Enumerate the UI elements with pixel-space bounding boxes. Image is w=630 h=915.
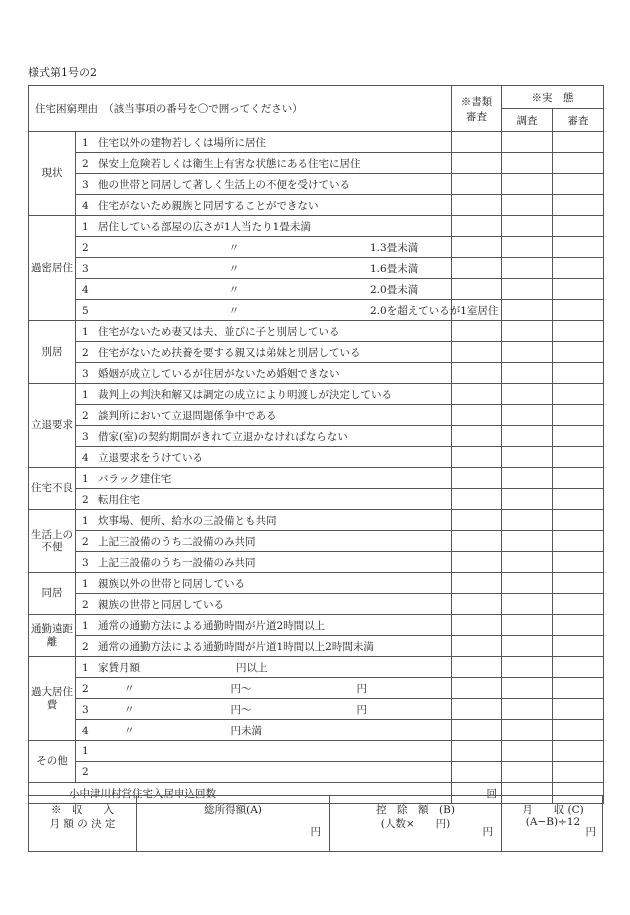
table-row — [29, 342, 604, 363]
item-number: 3 — [82, 430, 89, 443]
doc-review-cell[interactable] — [452, 447, 502, 468]
review-cell[interactable] — [553, 174, 604, 195]
table-row — [29, 132, 604, 153]
survey-cell[interactable] — [502, 216, 553, 237]
deduction-cell[interactable] — [330, 796, 502, 851]
table-row — [29, 552, 604, 573]
review-cell[interactable] — [553, 657, 604, 678]
table-row — [29, 594, 604, 615]
item-text: 通常の通勤方法による通勤時間が片道1時間以上2時間未満 — [98, 640, 374, 653]
table-row — [29, 258, 604, 279]
ditto-mark: 〃 — [228, 283, 240, 296]
item-number: 1 — [82, 619, 89, 632]
survey-cell[interactable] — [502, 699, 553, 720]
table-row — [29, 321, 604, 342]
unit-label: 円〜 — [230, 703, 252, 716]
reason-item[interactable] — [76, 132, 452, 153]
item-number: 1 — [82, 661, 89, 674]
income-determination-box — [28, 795, 603, 852]
item-text: 婚姻が成立しているが住居がないため婚姻できない — [98, 367, 340, 380]
reason-item[interactable] — [76, 174, 452, 195]
survey-cell[interactable] — [502, 300, 553, 321]
survey-cell[interactable] — [502, 132, 553, 153]
doc-review-cell[interactable] — [452, 174, 502, 195]
table-row — [29, 384, 604, 405]
category-label: その他 — [29, 741, 76, 783]
survey-cell[interactable] — [502, 636, 553, 657]
reason-item[interactable] — [76, 153, 452, 174]
survey-cell[interactable] — [502, 510, 553, 531]
item-number: 2 — [82, 682, 89, 695]
table-row — [29, 174, 604, 195]
table-row — [29, 657, 604, 678]
survey-cell[interactable] — [502, 174, 553, 195]
table-row — [29, 426, 604, 447]
table-row — [29, 237, 604, 258]
item-text: 住宅以外の建物若しくは場所に居住 — [98, 136, 266, 149]
survey-cell[interactable] — [502, 552, 553, 573]
unit-label: 円〜 — [230, 682, 252, 695]
review-cell[interactable] — [553, 132, 604, 153]
item-text: 1.6畳未満 — [370, 262, 419, 275]
review-cell[interactable] — [553, 510, 604, 531]
item-number: 2 — [82, 766, 89, 778]
review-cell[interactable] — [553, 552, 604, 573]
doc-review-cell[interactable] — [452, 468, 502, 489]
doc-review-cell[interactable] — [452, 363, 502, 384]
doc-review-cell[interactable] — [452, 594, 502, 615]
survey-cell[interactable] — [502, 468, 553, 489]
housing-hardship-table — [28, 85, 604, 804]
survey-cell[interactable] — [502, 531, 553, 552]
ditto-mark: 〃 — [228, 262, 240, 275]
unit-label: 円以上 — [236, 661, 268, 674]
reason-item[interactable] — [76, 363, 452, 384]
reason-item[interactable] — [76, 657, 452, 678]
review-cell[interactable] — [553, 195, 604, 216]
table-row — [29, 615, 604, 636]
item-number: 2 — [82, 346, 89, 359]
ditto-mark: 〃 — [228, 304, 240, 317]
survey-cell[interactable] — [502, 573, 553, 594]
doc-review-cell[interactable] — [452, 132, 502, 153]
doc-review-cell[interactable] — [452, 279, 502, 300]
reason-item[interactable] — [76, 699, 452, 720]
item-number: 1 — [82, 745, 89, 757]
item-text: 談判所において立退問題係争中である — [98, 409, 277, 422]
reason-item[interactable] — [76, 636, 452, 657]
item-text: 立退要求をうけている — [98, 451, 203, 464]
category-label: 立退要求 — [29, 384, 76, 468]
reason-item[interactable] — [76, 384, 452, 405]
reason-item[interactable] — [76, 195, 452, 216]
survey-cell[interactable] — [502, 363, 553, 384]
doc-review-cell[interactable] — [452, 510, 502, 531]
item-text: 居住している部屋の広さが1人当たり1畳未満 — [98, 220, 311, 233]
doc-review-cell[interactable] — [452, 216, 502, 237]
reason-item[interactable] — [76, 342, 452, 363]
review-cell[interactable] — [553, 363, 604, 384]
item-text: バラック建住宅 — [98, 472, 172, 485]
reason-item[interactable] — [76, 426, 452, 447]
category-label: 生活上の不便 — [29, 510, 76, 573]
item-number: 4 — [82, 199, 89, 212]
doc-review-cell[interactable] — [452, 741, 502, 762]
survey-cell[interactable] — [502, 741, 553, 762]
item-number: 1 — [82, 472, 89, 485]
table-row — [29, 216, 604, 237]
reason-item[interactable] — [76, 720, 452, 741]
table-row — [29, 741, 604, 762]
item-text: 炊事場、便所、給水の三設備とも共同 — [98, 514, 277, 527]
reason-item[interactable] — [76, 552, 452, 573]
review-header: 審査 — [553, 109, 604, 132]
doc-review-cell[interactable] — [452, 699, 502, 720]
item-text: 保安上危険若しくは衛生上有害な状態にある住宅に居住 — [98, 157, 361, 170]
reason-item[interactable] — [76, 405, 452, 426]
reason-item[interactable] — [76, 531, 452, 552]
item-text: 転用住宅 — [98, 493, 140, 506]
income-title-cell — [29, 796, 137, 851]
item-number: 1 — [82, 325, 89, 338]
item-text: 住宅がないため親族と同居することができない — [98, 199, 319, 212]
survey-cell[interactable] — [502, 153, 553, 174]
item-number: 2 — [82, 157, 89, 170]
review-cell[interactable] — [553, 468, 604, 489]
item-number: 3 — [82, 178, 89, 191]
review-cell[interactable] — [553, 741, 604, 762]
survey-header: 調査 — [502, 109, 553, 132]
table-row — [29, 468, 604, 489]
item-number: 1 — [82, 136, 89, 149]
item-number: 3 — [82, 262, 89, 275]
review-cell[interactable] — [553, 237, 604, 258]
item-number: 1 — [82, 577, 89, 590]
doc-review-line2: 審査 — [466, 110, 487, 123]
reason-item[interactable] — [76, 762, 452, 783]
doc-review-cell[interactable] — [452, 321, 502, 342]
table-row — [29, 195, 604, 216]
item-text: 上記三設備のうち二設備のみ共同 — [98, 535, 256, 548]
ditto-mark: 〃 — [228, 241, 240, 254]
table-row — [29, 153, 604, 174]
table-row — [29, 489, 604, 510]
reason-item[interactable] — [76, 678, 452, 699]
survey-cell[interactable] — [502, 615, 553, 636]
doc-review-cell[interactable] — [452, 342, 502, 363]
review-cell[interactable] — [553, 405, 604, 426]
item-number: 3 — [82, 703, 89, 716]
income-title-line1: ※ 収 入 — [51, 804, 114, 816]
review-cell[interactable] — [553, 258, 604, 279]
review-cell[interactable] — [553, 426, 604, 447]
item-text: 他の世帯と同居して著しく生活上の不便を受けている — [98, 178, 350, 191]
review-cell[interactable] — [553, 531, 604, 552]
unit-label: 円未満 — [230, 724, 262, 737]
reason-item[interactable] — [76, 615, 452, 636]
doc-review-cell[interactable] — [452, 426, 502, 447]
monthly-income-label: 月 収 (C) — [522, 804, 584, 816]
item-text: 1.3畳未満 — [370, 241, 419, 254]
doc-review-cell[interactable] — [452, 657, 502, 678]
survey-cell[interactable] — [502, 195, 553, 216]
doc-review-line1: ※書類 — [460, 95, 493, 108]
application-count-value[interactable]: 回 — [452, 783, 502, 804]
item-text: 2.0畳未満 — [370, 283, 419, 296]
application-count-label: 小中津川村営住宅入居申込回数 — [29, 783, 452, 804]
survey-cell[interactable] — [502, 447, 553, 468]
item-number: 2 — [82, 409, 89, 422]
survey-cell[interactable] — [502, 489, 553, 510]
reason-item[interactable] — [76, 216, 452, 237]
review-cell[interactable] — [553, 720, 604, 741]
review-cell[interactable] — [553, 699, 604, 720]
item-number: 4 — [82, 451, 89, 464]
table-row — [29, 636, 604, 657]
reason-item[interactable] — [76, 489, 452, 510]
item-text: 住宅がないため妻又は夫、並びに子と別居している — [98, 325, 340, 338]
doc-review-cell[interactable] — [452, 258, 502, 279]
review-cell[interactable] — [553, 342, 604, 363]
ditto-mark: 〃 — [124, 682, 135, 695]
doc-review-cell[interactable] — [452, 384, 502, 405]
survey-cell[interactable] — [502, 426, 553, 447]
review-cell[interactable] — [553, 636, 604, 657]
total-income-unit: 円 — [310, 826, 321, 838]
table-row — [29, 363, 604, 384]
review-cell[interactable] — [553, 594, 604, 615]
doc-review-cell[interactable] — [452, 720, 502, 741]
table-row — [29, 510, 604, 531]
item-text: 借家(室)の契約期間がきれて立退かなければならない — [98, 430, 348, 443]
deduction-label: 控 除 額 (B) — [376, 804, 455, 816]
item-number: 4 — [82, 724, 89, 737]
reason-item[interactable] — [76, 321, 452, 342]
item-text: 通常の通勤方法による通勤時間が片道2時間以上 — [98, 619, 326, 632]
monthly-income-formula: (A−B)÷12 — [525, 816, 581, 828]
category-label: 現状 — [29, 132, 76, 216]
doc-review-header — [452, 86, 502, 132]
doc-review-cell[interactable] — [452, 195, 502, 216]
reason-item[interactable] — [76, 237, 452, 258]
doc-review-cell[interactable] — [452, 552, 502, 573]
form-number-label: 様式第1号の2 — [28, 66, 97, 79]
survey-cell[interactable] — [502, 720, 553, 741]
item-number: 5 — [82, 304, 89, 317]
table-row — [29, 447, 604, 468]
item-number: 3 — [82, 367, 89, 380]
item-text: 2.0を超えているが1室居住 — [370, 304, 499, 317]
unit-label: 円 — [356, 682, 367, 695]
income-title-line2: 月 額 の 決 定 — [49, 818, 116, 830]
doc-review-cell[interactable] — [452, 489, 502, 510]
category-label: 別居 — [29, 321, 76, 384]
doc-review-cell[interactable] — [452, 615, 502, 636]
reason-item[interactable] — [76, 468, 452, 489]
item-text: 裁判上の判決和解又は調定の成立により明渡しが決定している — [98, 388, 392, 401]
survey-cell[interactable] — [502, 279, 553, 300]
review-cell[interactable] — [553, 279, 604, 300]
table-row — [29, 678, 604, 699]
deduction-sub: (人数× 円) — [380, 818, 451, 830]
doc-review-cell[interactable] — [452, 573, 502, 594]
item-text: 親族以外の世帯と同居している — [98, 577, 245, 590]
unit-label: 円 — [356, 703, 367, 716]
reason-item[interactable] — [76, 300, 499, 321]
deduction-unit: 円 — [482, 826, 493, 838]
item-text: 家賃月額 — [98, 661, 140, 674]
monthly-income-unit: 円 — [585, 826, 596, 838]
reason-item[interactable] — [76, 510, 452, 531]
category-label: 通勤遠距離 — [29, 615, 76, 657]
item-number: 2 — [82, 535, 89, 548]
survey-cell[interactable] — [502, 594, 553, 615]
total-income-label: 総所得額(A) — [204, 804, 262, 816]
doc-review-cell[interactable] — [452, 762, 502, 783]
item-text: 住宅がないため扶養を要する親又は弟妹と別居している — [98, 346, 361, 359]
doc-review-cell[interactable] — [452, 531, 502, 552]
category-label: 過大居住費 — [29, 657, 76, 741]
category-label: 過密居住 — [29, 216, 76, 321]
review-cell[interactable] — [553, 447, 604, 468]
category-label: 住宅不良 — [29, 468, 76, 510]
survey-cell[interactable] — [502, 258, 553, 279]
doc-review-cell[interactable] — [452, 237, 502, 258]
doc-review-cell[interactable] — [452, 405, 502, 426]
category-label: 同居 — [29, 573, 76, 615]
reason-item[interactable] — [76, 447, 452, 468]
review-cell[interactable] — [553, 384, 604, 405]
review-cell[interactable] — [553, 678, 604, 699]
survey-cell[interactable] — [502, 405, 553, 426]
survey-cell[interactable] — [502, 657, 553, 678]
survey-cell[interactable] — [502, 321, 553, 342]
review-cell[interactable] — [553, 762, 604, 783]
monthly-income-cell[interactable] — [502, 796, 604, 851]
reason-item[interactable] — [76, 573, 452, 594]
table-row — [29, 300, 604, 321]
survey-cell[interactable] — [502, 762, 553, 783]
review-cell[interactable] — [553, 321, 604, 342]
review-cell[interactable] — [553, 153, 604, 174]
review-cell[interactable] — [553, 573, 604, 594]
table-row — [29, 573, 604, 594]
item-number: 1 — [82, 220, 89, 233]
doc-review-cell[interactable] — [452, 153, 502, 174]
item-text: 親族の世帯と同居している — [98, 598, 224, 611]
table-row — [29, 405, 604, 426]
item-number: 1 — [82, 514, 89, 527]
survey-cell[interactable] — [502, 342, 553, 363]
item-text: 上記三設備のうち一設備のみ共同 — [98, 556, 256, 569]
survey-cell[interactable] — [502, 237, 553, 258]
ditto-mark: 〃 — [124, 703, 135, 716]
review-cell[interactable] — [553, 489, 604, 510]
item-number: 2 — [82, 493, 89, 506]
table-row — [29, 720, 604, 741]
doc-review-cell[interactable] — [452, 678, 502, 699]
item-number: 4 — [82, 283, 89, 296]
item-number: 3 — [82, 556, 89, 569]
survey-cell[interactable] — [502, 678, 553, 699]
item-number: 2 — [82, 640, 89, 653]
reason-item[interactable] — [76, 741, 452, 762]
review-cell[interactable] — [553, 300, 604, 321]
ditto-mark: 〃 — [124, 724, 135, 737]
actual-state-header: ※実 態 — [502, 86, 604, 109]
reason-item[interactable] — [76, 258, 452, 279]
review-cell[interactable] — [553, 615, 604, 636]
review-cell[interactable] — [553, 216, 604, 237]
table-row — [29, 279, 604, 300]
total-income-cell[interactable] — [137, 796, 330, 851]
table-row — [29, 762, 604, 783]
doc-review-cell[interactable] — [452, 636, 502, 657]
survey-cell[interactable] — [502, 384, 553, 405]
item-number: 2 — [82, 598, 89, 611]
table-row — [29, 699, 604, 720]
item-number: 1 — [82, 388, 89, 401]
table-row — [29, 531, 604, 552]
item-number: 2 — [82, 241, 89, 254]
reason-title: 住宅困窮理由 （該当事項の番号を〇で囲ってください） — [29, 86, 452, 132]
reason-item[interactable] — [76, 594, 452, 615]
reason-item[interactable] — [76, 279, 452, 300]
